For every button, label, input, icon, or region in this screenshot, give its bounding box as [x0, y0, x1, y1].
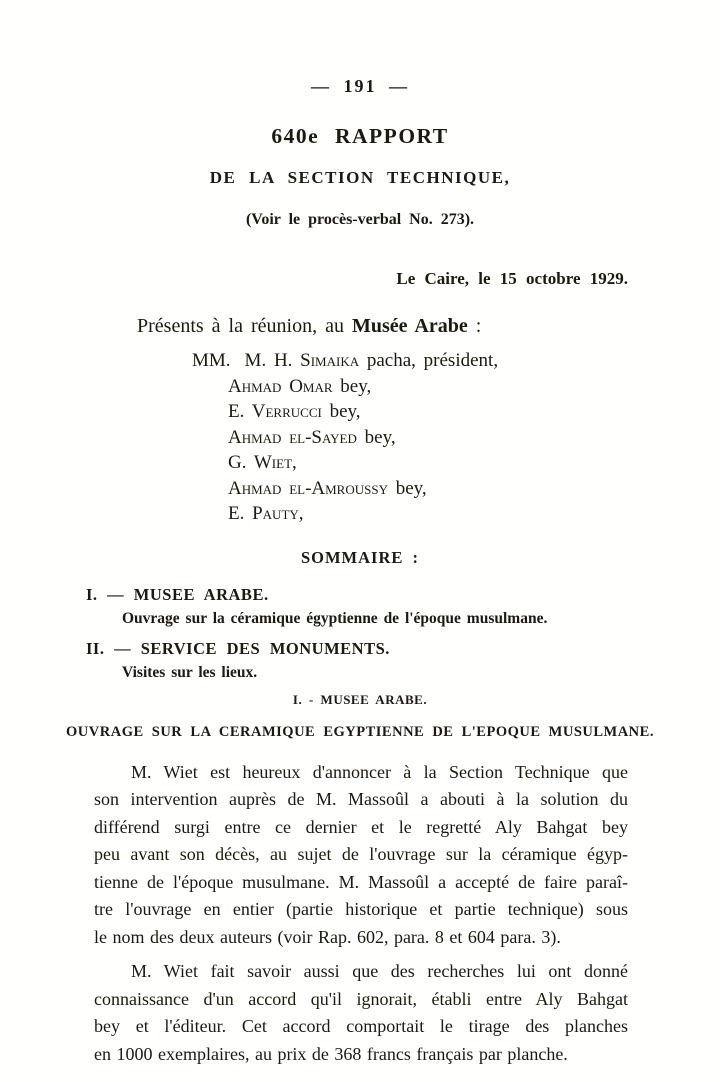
text-line: différend surgi entre ce dernier et le regretté Aly Bahgat bey [94, 816, 628, 837]
paragraph-2 [94, 958, 628, 1068]
reference-note: (Voir le procès-verbal No. 273). [245, 211, 475, 228]
text-line: tienne de l'époque musulmane. M. Massoûl a accepté de faire paraî- [94, 871, 628, 892]
paragraph-1 [94, 759, 628, 952]
text-line: M. Wiet fait savoir aussi que des recherches lui ont donné [131, 961, 628, 981]
attendee-prefix: MM. [192, 350, 231, 371]
attendee-suffix: , [292, 452, 297, 473]
attendee-line [192, 501, 720, 527]
attendee-name: Ahmad el-Sayed [228, 426, 357, 448]
attendee-name: E. Pauty [228, 503, 299, 524]
attendee-name: Ahmad el-Amroussy [228, 477, 388, 499]
presence-intro-text: Présents à la réunion, au [137, 315, 352, 337]
attendee-suffix: bey, [332, 375, 372, 397]
attendee-line [192, 425, 720, 451]
attendee-suffix: bey, [387, 477, 427, 499]
attendee-name: G. Wiet [228, 452, 293, 473]
attendee-suffix: , [298, 503, 304, 524]
sommaire-list [0, 584, 720, 683]
attendee-suffix: bey, [321, 401, 361, 422]
text-line: en 1000 exemplaires, au prix de 368 francs français par planche. [94, 1043, 568, 1064]
attendee-suffix: bey, [356, 426, 396, 448]
page-number: — 191 — [311, 76, 409, 96]
attendees-list [192, 348, 720, 527]
attendee-suffix: pacha, président, [359, 350, 499, 371]
attendee-name: Ahmad Omar [228, 375, 333, 397]
presence-intro-tail: : [467, 315, 482, 337]
text-line: peu avant son décès, au sujet de l'ouvrage sur la céramique égyp- [94, 844, 628, 864]
attendee-line [192, 374, 720, 400]
sommaire-item-1-sub: Ouvrage sur la céramique égyptienne de l'époque musulmane. [122, 609, 548, 627]
attendee-line [192, 476, 720, 502]
text-line: connaissance d'un accord qu'il ignorait, établi entre Aly Bahgat [94, 988, 628, 1009]
attendee-name: M. H. Simaika [244, 350, 360, 371]
attendee-line [192, 450, 720, 476]
text-line: le nom des deux auteurs (voir Rap. 602, para. 8 et 604 para. 3). [94, 926, 561, 947]
attendee-line [192, 348, 720, 374]
dateline: Le Caire, le 15 octobre 1929. [396, 269, 628, 288]
attendee-line [192, 399, 720, 425]
text-line: M. Wiet est heureux d'annoncer à la Section Technique que [131, 761, 628, 782]
sommaire-heading: SOMMAIRE : [300, 547, 420, 567]
sommaire-item-1-head: I. — MUSEE ARABE. [86, 584, 269, 604]
section-heading: I. - MUSEE ARABE. [292, 691, 428, 707]
report-subtitle: DE LA SECTION TECHNIQUE, [209, 168, 511, 187]
text-line: son intervention auprès de M. Massoûl a abouti à la solution du [94, 789, 628, 809]
sommaire-item-2-head: II. — SERVICE DES MONUMENTS. [86, 638, 390, 658]
text-line: bey et l'éditeur. Cet accord comportait le tirage des planches [94, 1016, 628, 1036]
sommaire-item-2-sub: Visites sur les lieux. [122, 663, 258, 681]
text-line: tre l'ouvrage en entier (partie historique et partie technique) sous [94, 899, 628, 919]
section-subject: OUVRAGE SUR LA CERAMIQUE EGYPTIENNE DE L'EPOQUE MUSULMANE. [66, 723, 654, 740]
report-title: 640e RAPPORT [271, 124, 449, 148]
presence-intro [137, 314, 720, 338]
attendee-name: E. Verrucci [228, 401, 322, 422]
presence-location-bold: Musée Arabe [351, 315, 468, 337]
